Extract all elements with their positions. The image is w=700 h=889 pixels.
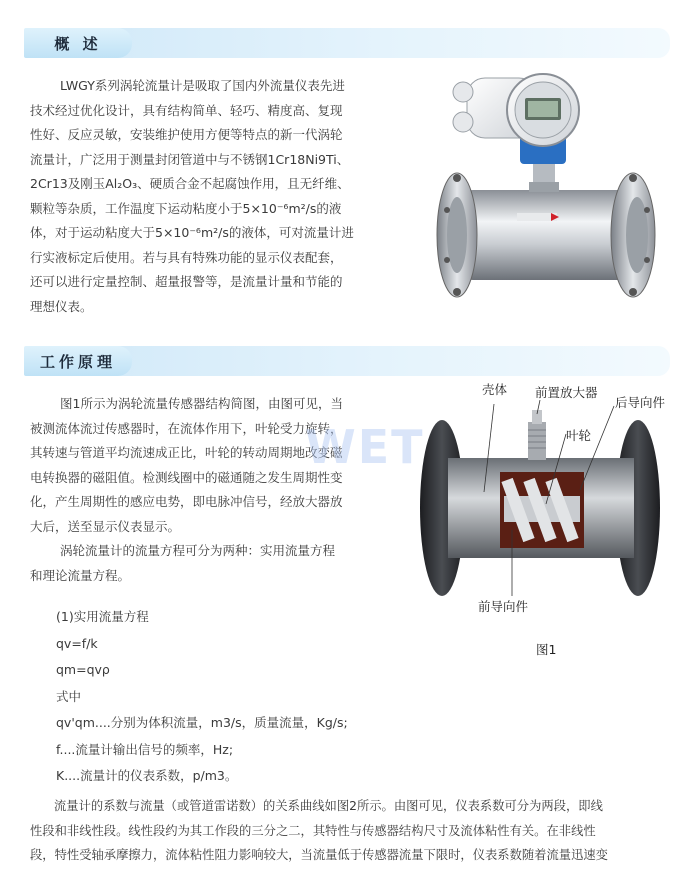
coefficient-paragraph: [30, 794, 675, 868]
turbine-cutaway-diagram: [408, 400, 670, 620]
equation-line: qv'qm....分别为体积流量，m3/s，质量流量，Kg/s;: [56, 715, 348, 730]
figure-caption: 图1: [536, 642, 557, 657]
equation-line: f....流量计输出信号的频率，Hz;: [56, 741, 234, 757]
label-front-guide: 前导向件: [478, 599, 529, 614]
paragraph-line: 流量计的系数与流量（或管道雷诺数）的关系曲线如图2所示。由图可见，仪表系数可分为两段，即线: [54, 799, 603, 813]
paragraph-line: 流量计，广泛用于测量封闭管道中与不锈钢1Cr18Ni9Ti、: [30, 151, 350, 167]
paragraph-line: 化，产生周期性的感应电势，即电脉冲信号，经放大器放: [30, 494, 343, 509]
paragraph-line: 段，特性受轴承摩擦力，流体粘性阻力影响较大，当流量低于传感器流量下限时，仪表系数随着流量迅速变: [30, 848, 608, 862]
equation-line: 式中: [56, 688, 82, 704]
paragraph-line: 体，对于运动粘度大于5×10⁻⁶m²/s的液体，可对流量计进: [30, 225, 354, 240]
overview-paragraph: [30, 74, 420, 319]
paragraph-line: 电转换器的磁阻值。检测线圈中的磁通随之发生周期性变: [30, 469, 343, 485]
paragraph-line: 涡轮流量计的流量方程可分为两种：实用流量方程: [60, 543, 336, 558]
section-header-working-principle: [24, 346, 670, 376]
flowmeter-product-image: [425, 70, 675, 330]
watermark-logo: WET: [305, 420, 425, 474]
paragraph-line: 颗粒等杂质，工作温度下运动粘度小于5×10⁻⁶m²/s的液: [30, 200, 342, 216]
paragraph-line: 技术经过优化设计，具有结构简单、轻巧、精度高、复现: [30, 102, 343, 118]
paragraph-line: 性段和非线性段。线性段约为其工作段的三分之二，其特性与传感器结构尺寸及流体粘性有关。在非线性: [30, 823, 596, 838]
paragraph-line: 被测流体流过传感器时，在流体作用下，叶轮受力旋转，: [30, 420, 343, 436]
equation-block: [56, 604, 348, 790]
label-impeller: 叶轮: [566, 428, 592, 443]
paragraph-line: 还可以进行定量控制、超量报警等，是流量计量和节能的: [30, 274, 343, 289]
equation-line: K....流量计的仪表系数，p/m3。: [56, 768, 238, 783]
paragraph-line: 理想仪表。: [30, 298, 93, 314]
paragraph-line: 2Cr13及刚玉Al₂O₃、硬质合金不起腐蚀作用，且无纤维、: [30, 176, 350, 191]
paragraph-line: 和理论流量方程。: [30, 567, 131, 583]
label-preamplifier: 前置放大器: [535, 385, 598, 400]
equation-line: qv=f/k: [56, 635, 98, 651]
label-rear-guide: 后导向件: [615, 395, 666, 410]
section-title: 工作原理: [24, 346, 132, 376]
equation-line: (1)实用流量方程: [56, 609, 149, 624]
paragraph-line: 性好、反应灵敏，安装维护使用方便等特点的新一代涡轮: [30, 127, 343, 142]
section-header-overview: [24, 28, 670, 58]
paragraph-line: LWGY系列涡轮流量计是吸取了国内外流量仪表先进: [60, 78, 345, 93]
paragraph-line: 大后，送至显示仪表显示。: [30, 518, 181, 534]
paragraph-line: 行实液标定后使用。若与具有特殊功能的显示仪表配套，: [30, 249, 343, 265]
paragraph-line: 图1所示为涡轮流量传感器结构简图，由图可见，当: [60, 396, 343, 411]
paragraph-line: 其转速与管道平均流速成正比，叶轮的转动周期地改变磁: [30, 445, 343, 460]
equation-line: qm=qvρ: [56, 662, 110, 677]
section-title: 概 述: [24, 28, 132, 58]
label-shell: 壳体: [482, 382, 508, 397]
